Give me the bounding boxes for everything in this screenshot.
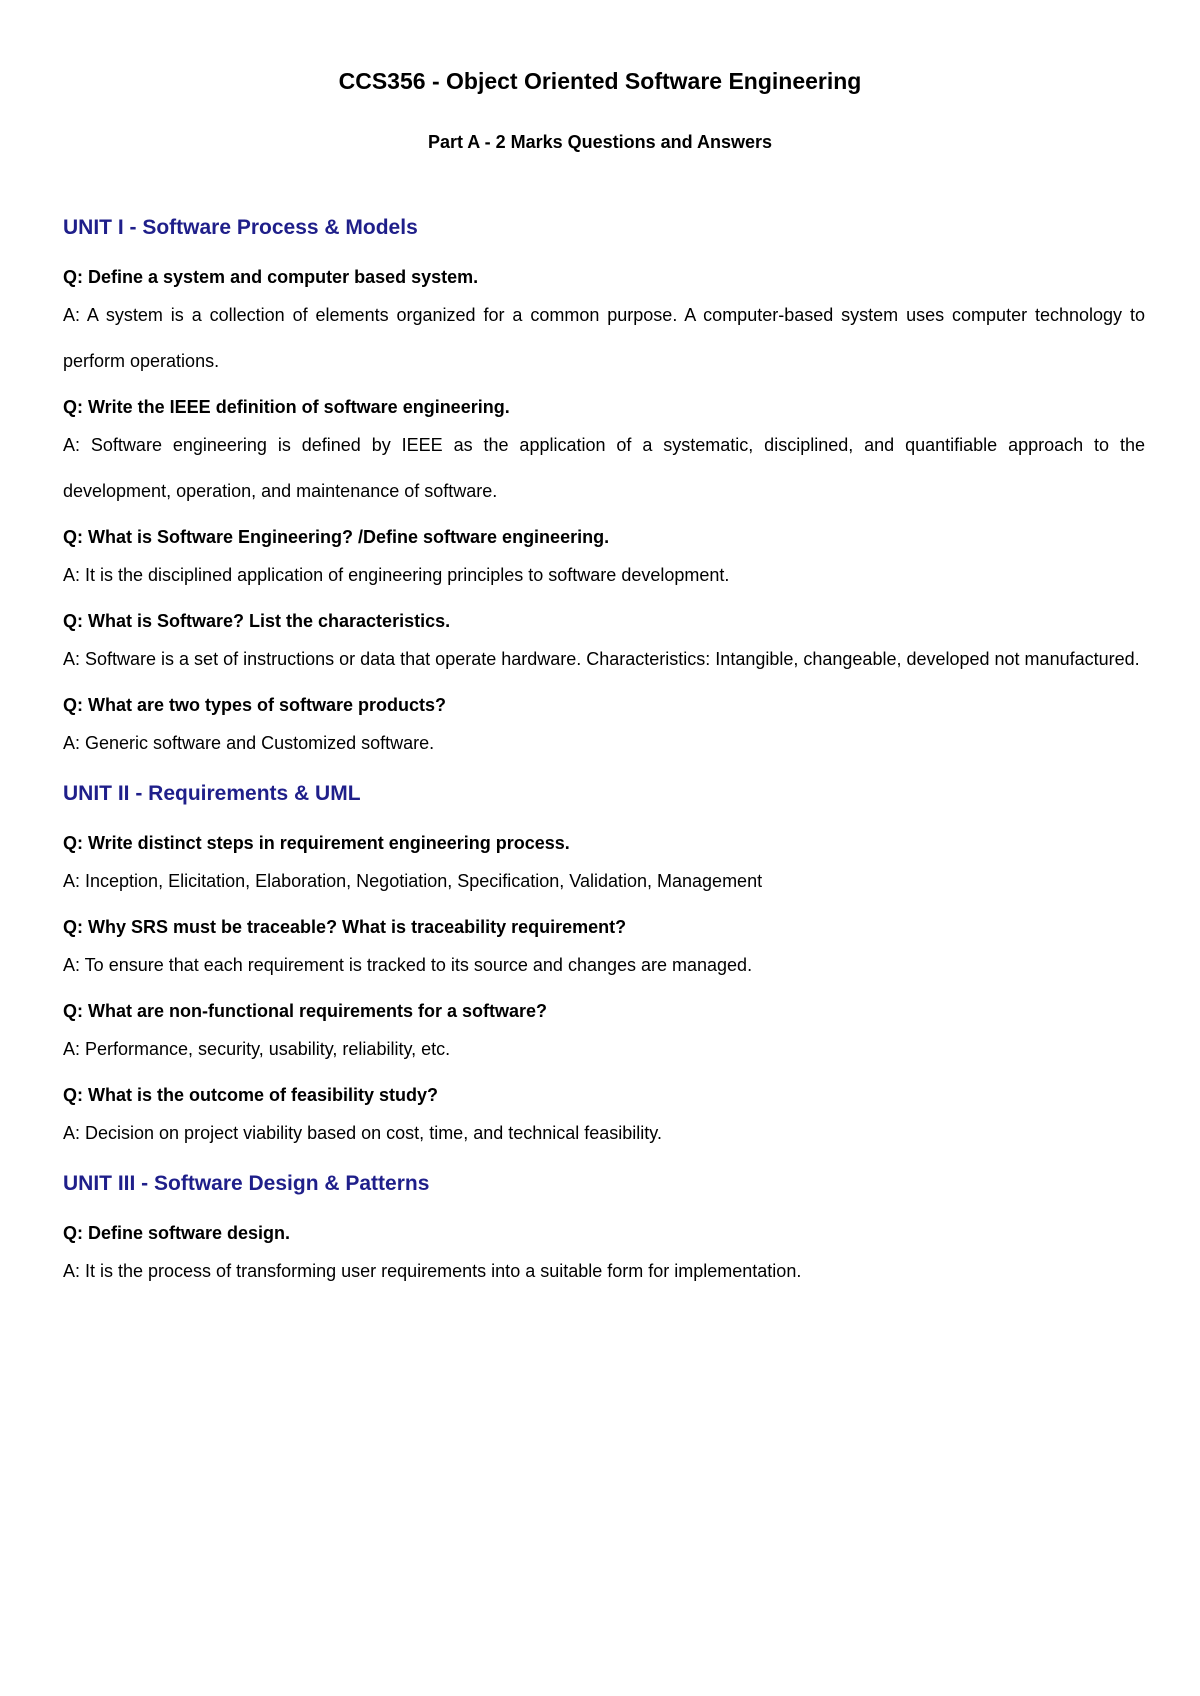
answer: A: Decision on project viability based on cost, time, and technical feasibility. [63,1123,662,1143]
answer: A: Inception, Elicitation, Elaboration, Negotiation, Specification, Validation, Management [63,871,763,891]
answer: A: A system is a collection of elements organized for a common purpose. A computer-based system uses computer technology to perform operations. [63,305,1145,371]
answer: A: Generic software and Customized software. [63,733,435,753]
document-body [63,200,1145,1304]
question: Q: What are non-functional requirements for a software? [63,1001,548,1021]
unit-heading: UNIT I - Software Process & Models [63,216,418,239]
answer: A: It is the process of transforming user requirements into a suitable form for implementation. [63,1261,802,1281]
question: Q: Why SRS must be traceable? What is traceability requirement? [63,917,627,937]
answer: A: To ensure that each requirement is tracked to its source and changes are managed. [63,955,753,975]
question: Q: Write distinct steps in requirement engineering process. [63,833,570,853]
question: Q: Define software design. [63,1223,291,1243]
question: Q: What is Software? List the characteristics. [63,611,451,631]
answer: A: It is the disciplined application of engineering principles to software development. [63,565,730,585]
question: Q: What is Software Engineering? /Define software engineering. [63,527,610,547]
question: Q: What are two types of software products? [63,695,447,715]
answer: A: Software engineering is defined by IEEE as the application of a systematic, disciplined, and quantifiable approach to the development, operation, and maintenance of software. [63,435,1145,501]
question: Q: What is the outcome of feasibility study? [63,1085,439,1105]
question: Q: Define a system and computer based system. [63,267,479,287]
document-title: CCS356 - Object Oriented Software Engineering [338,68,862,94]
question: Q: Write the IEEE definition of software engineering. [63,397,510,417]
unit-heading: UNIT II - Requirements & UML [63,782,361,805]
unit-heading: UNIT III - Software Design & Patterns [63,1172,430,1195]
document-subtitle: Part A - 2 Marks Questions and Answers [427,132,773,152]
answer: A: Software is a set of instructions or data that operate hardware. Characteristics: Intangible, changeable, developed not manufactured. [63,649,1140,669]
answer: A: Performance, security, usability, reliability, etc. [63,1039,451,1059]
